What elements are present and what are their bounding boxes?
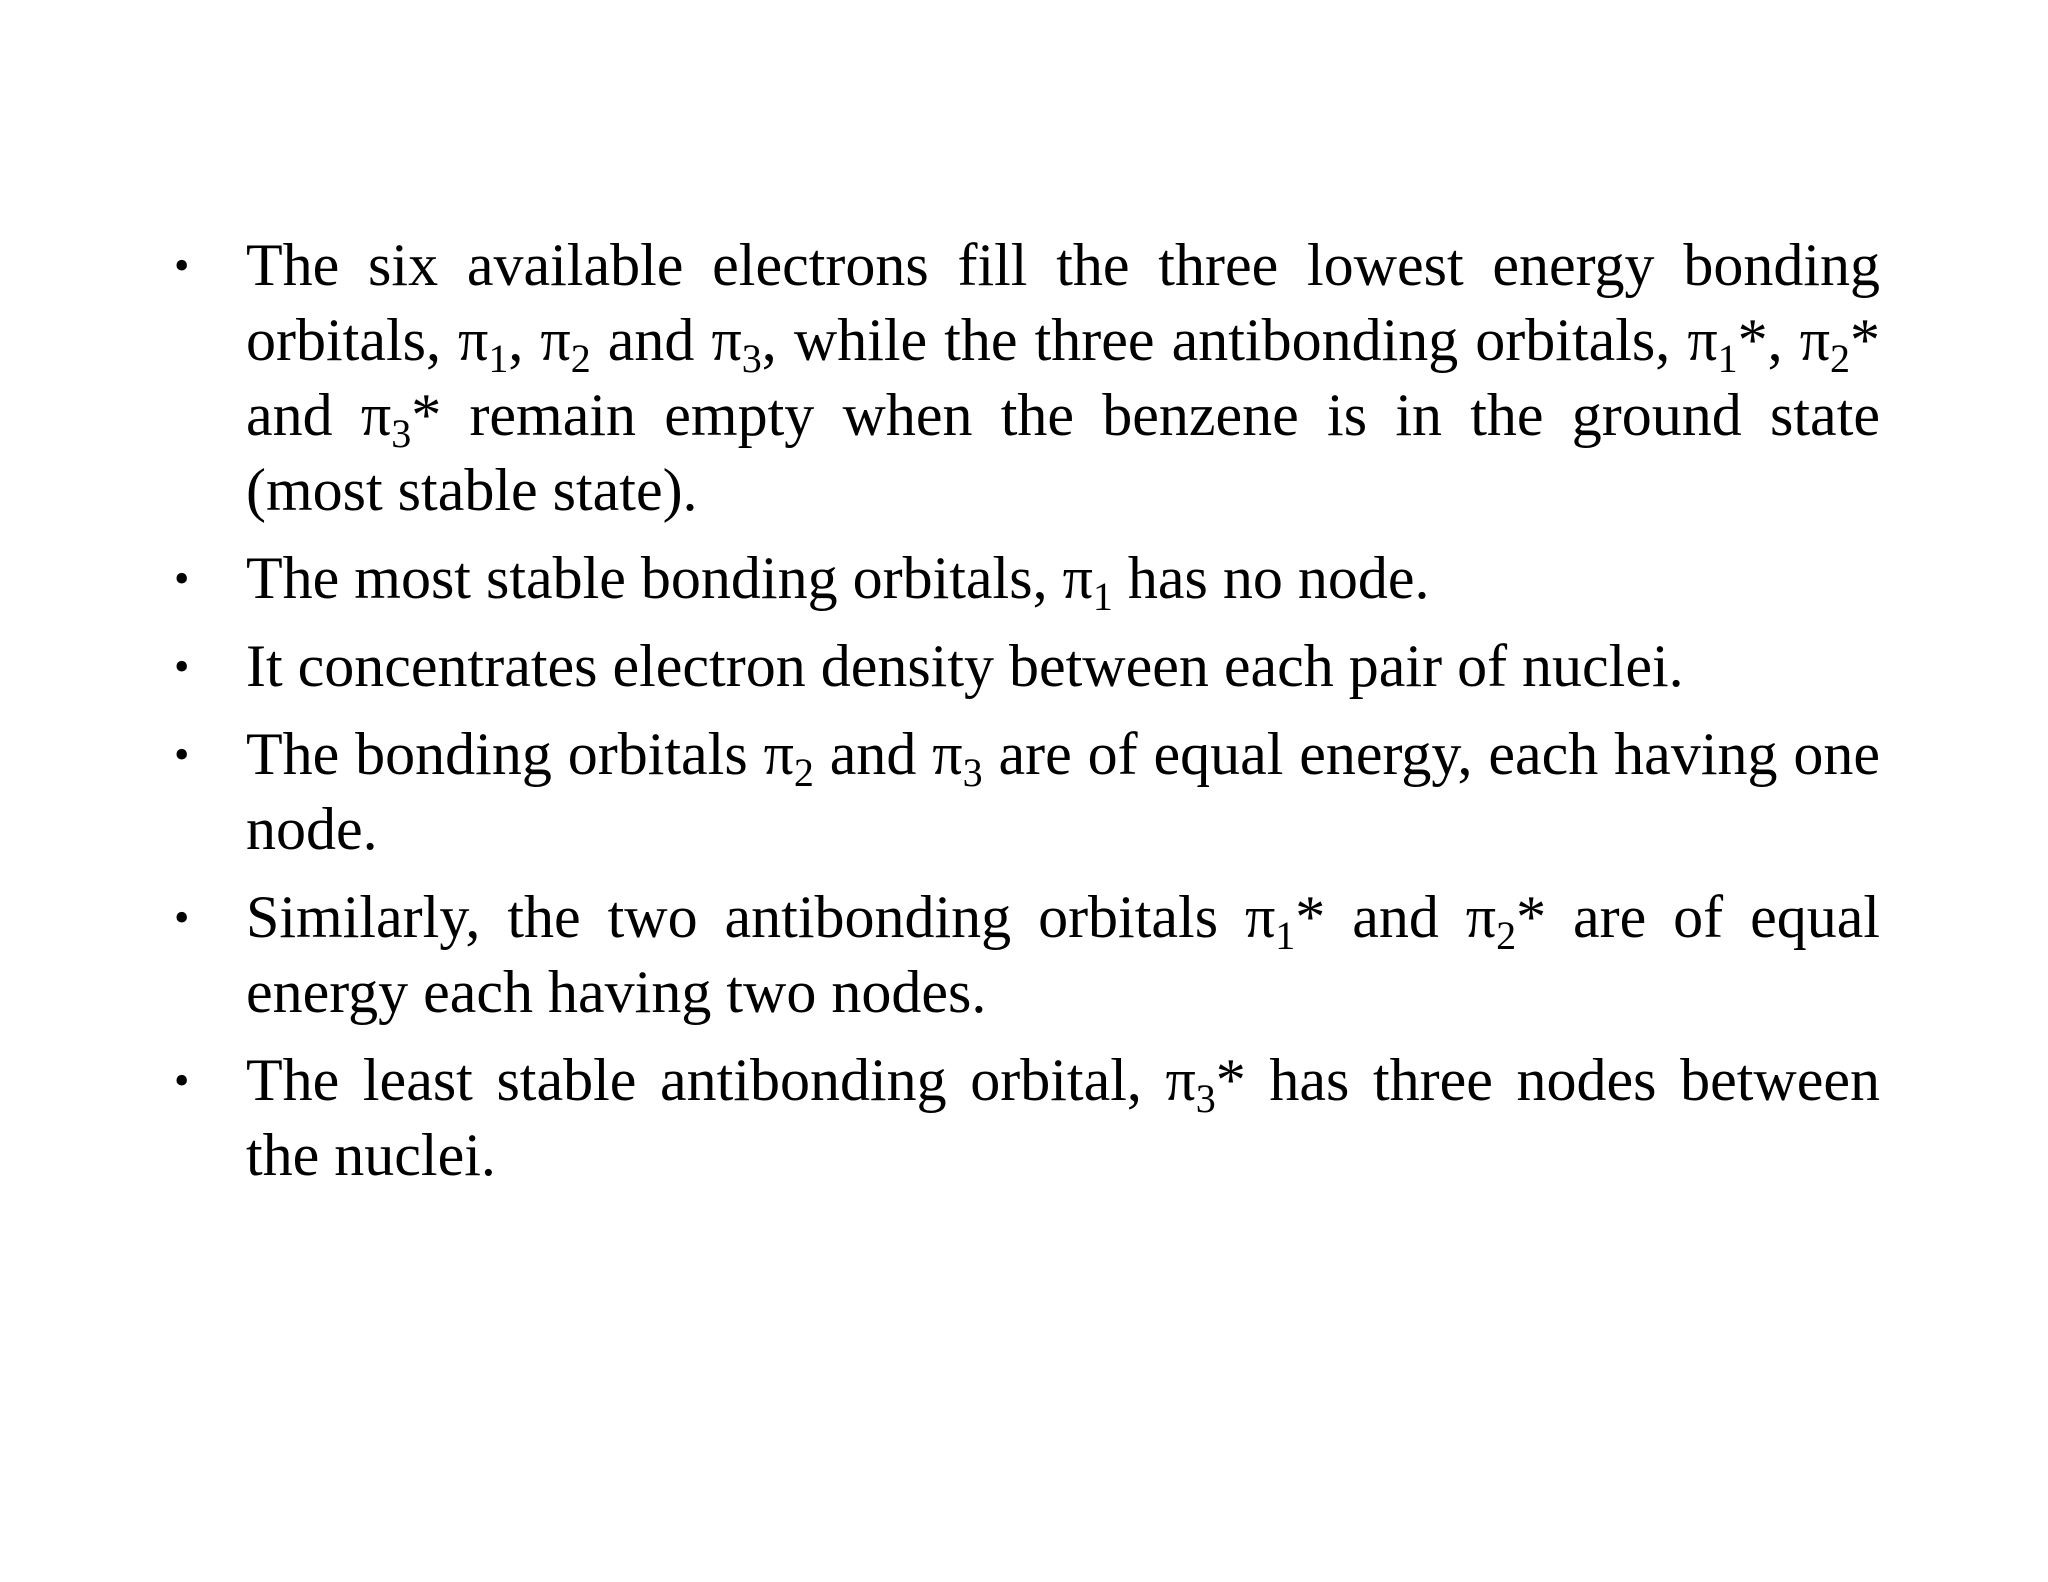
bullet-text: has no node. [1112, 545, 1430, 611]
subscript: 2 [1830, 336, 1851, 381]
bullet-dot: • [174, 730, 190, 779]
bullet-dot: • [174, 893, 190, 942]
subscript: 1 [1092, 574, 1113, 619]
bullet-item-electron-density [168, 629, 1880, 704]
bullet-text: are of equal energy, each having one node. [246, 721, 1880, 862]
subscript: 3 [962, 750, 983, 795]
bullet-list [168, 228, 1880, 1206]
subscript: 1 [488, 336, 509, 381]
bullet-dot: • [174, 241, 190, 290]
bullet-text: , while the three antibonding orbitals, π [761, 307, 1718, 373]
subscript: 3 [1195, 1076, 1216, 1121]
bullet-text: * remain empty when the benzene is in the ground state (most stable state). [246, 382, 1880, 523]
bullet-text: and π [590, 307, 742, 373]
subscript: 3 [391, 411, 412, 456]
bullet-text: * are of equal energy each having two nodes. [246, 884, 1880, 1025]
bullet-text: The six available electrons fill the three lowest energy bonding orbitals, π [246, 232, 1880, 373]
bullet-text: * and π [1295, 884, 1497, 950]
subscript: 2 [1496, 913, 1517, 958]
subscript: 2 [570, 336, 591, 381]
bullet-text: , π [508, 307, 571, 373]
bullet-text: The bonding orbitals π [246, 721, 794, 787]
bullet-text: * has three nodes between the nuclei. [246, 1047, 1880, 1188]
bullet-text: The least stable antibonding orbital, π [246, 1047, 1196, 1113]
bullet-item-pi1-no-node [168, 541, 1880, 619]
bullet-text: The most stable bonding orbitals, π [246, 545, 1093, 611]
bullet-text: Similarly, the two antibonding orbitals π [246, 884, 1276, 950]
bullet-item-antibonding-two-nodes [168, 880, 1880, 1030]
subscript: 1 [1275, 913, 1296, 958]
bullet-text: and π [813, 721, 963, 787]
bullet-dot: • [174, 554, 190, 603]
bullet-dot: • [174, 642, 190, 691]
subscript: 3 [741, 336, 762, 381]
bullet-text: * and π [246, 307, 1881, 448]
bullet-item-pi3-star-three-nodes [168, 1043, 1880, 1193]
bullet-text: *, π [1737, 307, 1831, 373]
bullet-text: It concentrates electron density between each pair of nuclei. [246, 633, 1684, 699]
subscript: 1 [1717, 336, 1738, 381]
bullet-item-pi2-pi3-equal-energy [168, 717, 1880, 867]
subscript: 2 [793, 750, 814, 795]
bullet-item-electron-filling [168, 228, 1880, 528]
bullet-dot: • [174, 1056, 190, 1105]
